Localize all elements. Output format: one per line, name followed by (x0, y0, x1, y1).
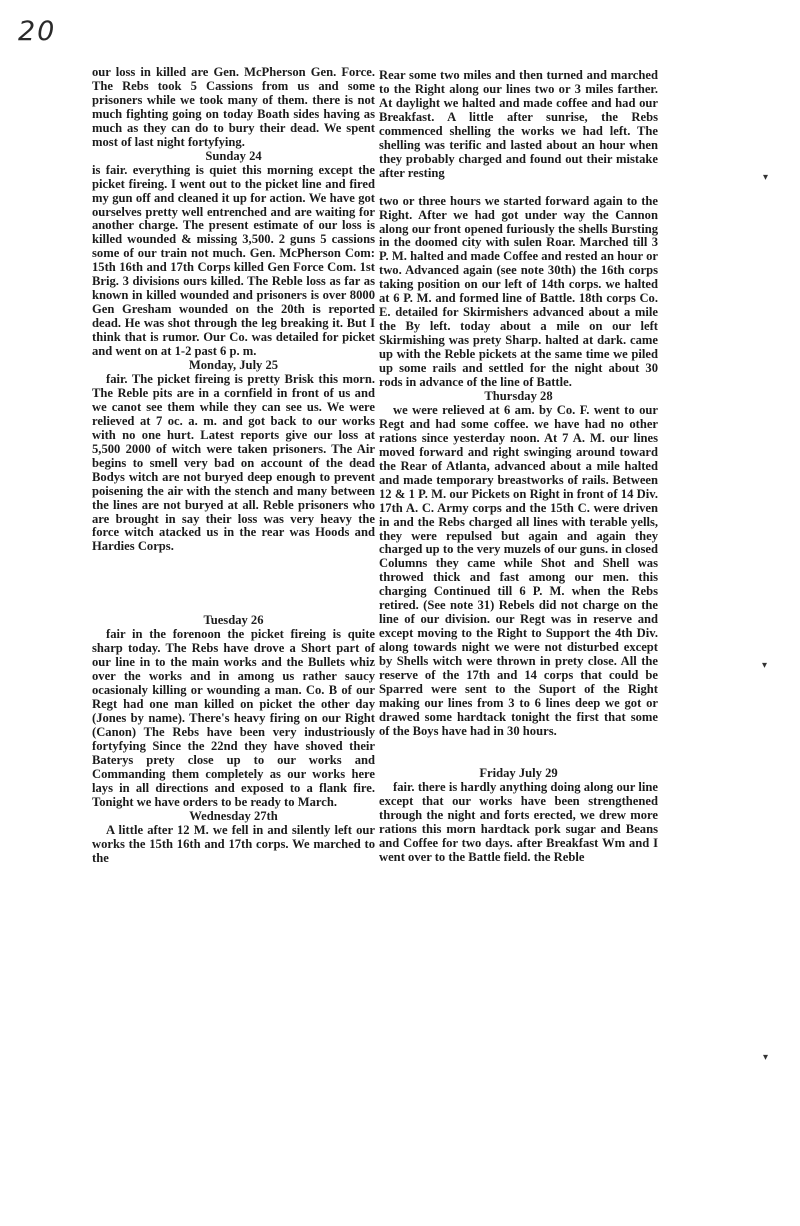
entry-date: Monday, July 25 (188, 358, 279, 373)
spacer (379, 181, 658, 195)
entry-paragraph: is fair. everything is quiet this morning except the picket fireing. I went out to the picket line and fired my gun off and cleaned it up for action. We have got ourselves pretty well entrenched and are waiting for another charge. The present estimate of our loss is killed wounded & missing 3,500. 2 guns 5 cassions some of our train not much. Gen. McPherson Com: 15th 16th and 17th Corps killed Gen Force Com. 1st Brig. 3 divisions ours killed. The Reble loss as far as known in killed wounded and prisoners is over 8000 Gen Gresham wounded on the 20th is reported dead. He was shot through the leg breaking it. But I think that is rumor. Our Co. was detailed for picket and went on at 1-2 past 6 p. m. (92, 162, 375, 359)
entry-paragraph: we were relieved at 6 am. by Co. F. went to our Regt and had some coffee. we have had no other rations since yesterday noon. At 7 A. M. our lines moved forward and right swinging around toward the Rear of Atlanta, advanced about a mile halted and made temporary breastworks of rails. Between 12 & 1 P. M. our Pickets on Right in front of 14 Div. 17th A. C. Army corps and the 15th C. were driven in and the Rebs charged all lines with terable yells, they were repulsed but again and again they charged up to the very muzels of our guns. in closed Columns they came while Shot and Shell was throwed thick and fast among our men. this charging Continued till 6 P. M. when the Rebs retired. (See note 31) Rebels did not charge on the line of our division. our Regt was in reserve and except moving to the Right to Support the 4th Div. along towards night we were not disturbed except by Shells witch were thrown in prety close. All the reserve of the 17th and 14 corps that could be Sparred were sent to the Suport of the Right making our lines from 3 to 6 lines deep we got or drawed some hardtack tonight the first that some of the Boys have had in 30 hours. (379, 402, 658, 738)
entry-date: Tuesday 26 (203, 613, 264, 628)
spacer (92, 554, 375, 614)
entry-date: Friday July 29 (479, 765, 558, 780)
entry-paragraph: our loss in killed are Gen. McPherson Gen. Force. The Rebs took 5 Cassions from us and some prisoners while we took many of them. there is not much fighting going on today Boath sides having as much as they can do to bury their dead. We spent most of last night fortyfying. (92, 65, 375, 149)
entry-date: Sunday 24 (205, 148, 262, 163)
margin-mark: ▾ (763, 1052, 769, 1063)
margin-mark: ▾ (763, 172, 769, 183)
entry-paragraph: fair. there is hardly anything doing along our line except that our works have been strengthened through the night and forts erected, we drew more rations this morn hardtack pork sugar and Beans and Coffee for two days. after Breakfast Wm and I went over to the Battle field. the Reble (379, 779, 658, 864)
entry-paragraph: two or three hours we started forward again to the Right. After we had got under way the Cannon along our front opened furiously the shells Bursting in the doomed city with sulen Roar. Marched till 3 P. M. halted and made Coffee and rested an hour or two. Advanced again (see note 30th) the 16th corps taking position on our left of 14th corps. we halted at 6 P. M. and formed line of Battle. 18th corps Co. E. detailed for Skirmishers advanced about a mile the By left. today about a mile on our left Skirmishing was prety Sharp. halted at dark. came up with the Reble pickets at the same time we piled up some rails and settled for the night about 30 rods in advance of the line of Battle. (379, 193, 658, 390)
right-column (379, 69, 658, 864)
page-number: 20 (18, 16, 57, 47)
margin-mark: ▾ (762, 660, 768, 671)
entry-date: Thursday 28 (484, 388, 553, 403)
entry-paragraph: Rear some two miles and then turned and marched to the Right along our lines two or 3 miles farther. At daylight we halted and made coffee and had our Breakfast. A little after sunrise, the Rebs commenced shelling the works we had left. The shelling was terific and lasted about an hour when they probably charged and found out their mistake after resting (379, 68, 658, 180)
entry-paragraph: fair. The picket fireing is pretty Brisk this morn. The Reble pits are in a cornfield in front of us and we canot see them while they can see us. We were relieved at 7 oc. a. m. and got back to our works with no one hurt. Latest reports give our loss at 5,500 2000 of witch were taken prisoners. The Air begins to smell very bad on account of the dead Bodys witch are not buryed deep enough to prevent poisening the air with the stench and many between the lines are not buryed at all. Reble prisoners who are brought in say their loss was very heavy the force witch atacked us in the rear was Hoods and Hardies Corps. (92, 371, 375, 554)
left-column (92, 66, 375, 866)
entry-date: Wednesday 27th (189, 808, 278, 823)
entry-paragraph: fair in the forenoon the picket fireing is quite sharp today. The Rebs have drove a Short part of our line in to the main works and the Bullets whiz over the works and in among us rather saucy ocasionaly killing or wounding a man. Co. B of our Regt had one man killed on picket the other day (Jones by name). There's heavy firing on our Right (Canon) The Rebs have been very industriously fortyfying Since the 22nd they have shoved their Baterys prety close up to our works and Commanding them completely as our works here lays in all directions and exposed to a flank fire. Tonight we have orders to be ready to March. (92, 627, 375, 809)
spacer (379, 739, 658, 767)
entry-paragraph: A little after 12 M. we fell in and silently left our works the 15th 16th and 17th corps. We marched to the (92, 822, 375, 865)
